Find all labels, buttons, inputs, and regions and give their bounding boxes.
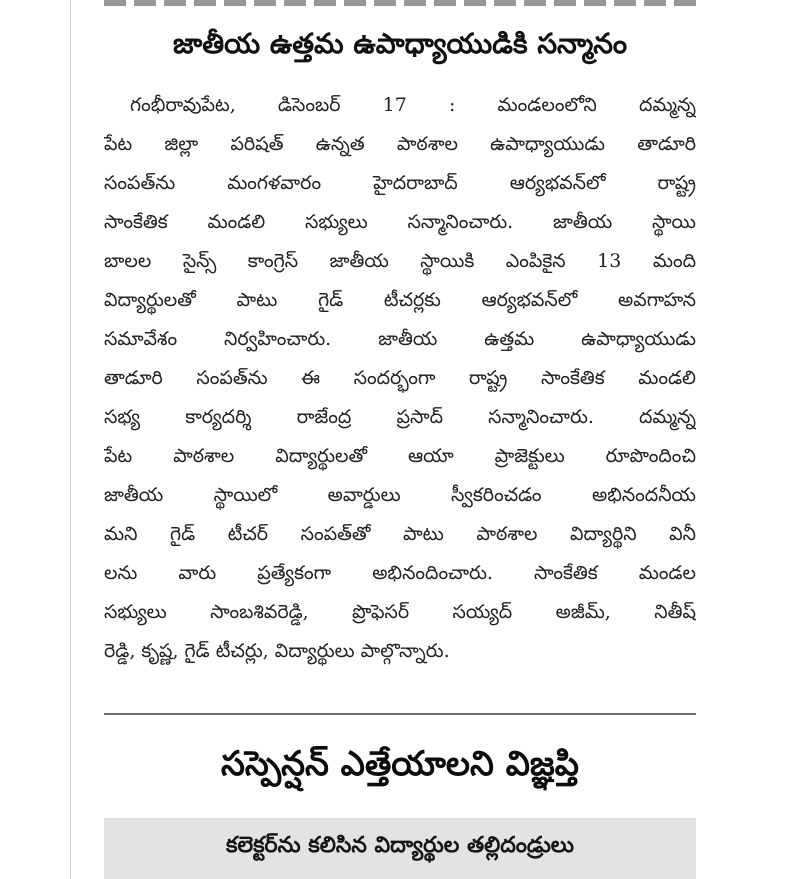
article-line: మని గైడ్ టీచర్ సంపత్‌తో పాటు పాఠశాల విద్యార్థిని వినీ [104,523,696,545]
column-rule [70,0,71,879]
article-line: సభ్యులు సాంబశివరెడ్డి, ప్రొఫెసర్ సయ్యద్ అజీమ్, నితీష్ [104,601,696,623]
article-line: రెడ్డి, కృష్ణ, గైడ్ టీచర్లు, విద్యార్థులు పాల్గొన్నారు. [104,640,450,662]
article-line: బాలల సైన్స్ కాంగ్రెస్ జాతీయ స్థాయికి ఎంపికైన 13 మంది [104,250,696,272]
article-line: సభ్య కార్యదర్శి రాజేంద్ర ప్రసాద్ సన్మానించారు. దమ్మన్న [104,406,696,428]
cropped-previous-article-line [104,0,696,6]
article-line: తాడూరి సంపత్‌ను ఈ సందర్భంగా రాష్ట్ర సాంకేతిక మండలి [104,367,696,389]
article-line: సాంకేతిక మండలి సభ్యులు సన్మానించారు. జాతీయ స్థాయి [104,211,696,233]
article-body [104,86,696,671]
article-line: లను వారు ప్రత్యేకంగా అభినందించారు. సాంకేతిక మండల [104,562,696,584]
second-article-subheadline: కలెక్టర్‌ను కలిసిన విద్యార్థుల తల్లిదండ్రులు [104,818,696,879]
article-line: సమావేశం నిర్వహించారు. జాతీయ ఉత్తమ ఉపాధ్యాయుడు [104,328,696,350]
second-article-headline: సస్పెన్షన్ ఎత్తేయాలని విజ్ఞప్తి [221,744,579,784]
article-line: గంభీరావుపేట, డిసెంబర్ 17 : మండలంలోని దమ్మన్న [130,94,696,116]
article-line: పేట జిల్లా పరిషత్ ఉన్నత పాఠశాల ఉపాధ్యాయుడు తాడూరి [104,133,696,155]
article-line: పేట పాఠశాల విద్యార్థులతో ఆయా ప్రాజెక్టులు రూపొందించి [104,445,696,467]
article-divider [104,713,696,715]
article-headline: జాతీయ ఉత్తమ ఉపాధ్యాయుడికి సన్మానం [172,27,628,60]
article-line: విద్యార్థులతో పాటు గైడ్ టీచర్లకు ఆర్యభవన్‌లో అవగాహన [104,289,696,311]
article-line: సంపత్‌ను మంగళవారం హైదరాబాద్ ఆర్యభవన్‌లో రాష్ట్ర [104,172,696,194]
article-line: జాతీయ స్థాయిలో అవార్డులు స్వీకరించడం అభినందనీయ [104,484,696,506]
